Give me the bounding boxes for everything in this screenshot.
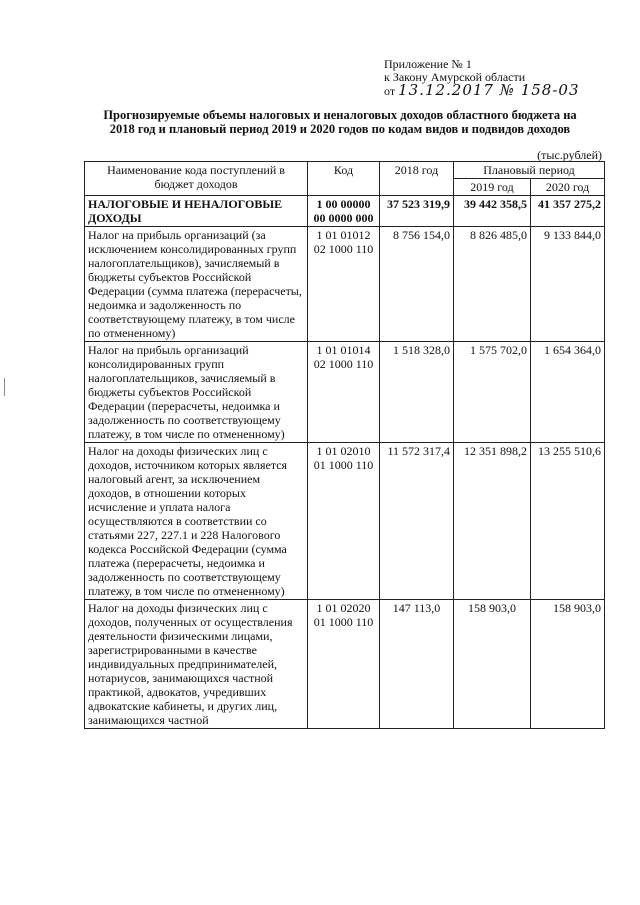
row-2020: 9 133 844,0 (531, 227, 605, 342)
header-2020: 2020 год (531, 179, 605, 196)
appendix-date-line (384, 81, 580, 99)
units-label: (тыс.рублей) (537, 148, 602, 162)
row-2018: 147 113,0 (380, 600, 454, 729)
row-code: 1 01 01014 02 1000 110 (308, 342, 380, 443)
row-2018: 37 523 319,9 (380, 196, 454, 227)
row-name: Налог на прибыль организаций консолидированных групп налогоплательщиков, зачисляемый в бюджеты субъектов Российской Федерации (перерасчеты, недоимка и задолженность по соответствующему платежу, в том числе по отмененному) (85, 342, 308, 443)
row-name: Налог на прибыль организаций (за исключением консолидированных групп налогоплательщиков), зачисляемый в бюджеты субъектов Российской Федерации (сумма платежа (перерасчеты, недоимка и задолженность по соответствующему платежу, в том числе по отмененному) (85, 227, 308, 342)
row-2020: 41 357 275,2 (531, 196, 605, 227)
row-2018: 1 518 328,0 (380, 342, 454, 443)
row-2020: 13 255 510,6 (531, 443, 605, 600)
row-2019: 1 575 702,0 (454, 342, 531, 443)
row-2019: 12 351 898,2 (454, 443, 531, 600)
header-name: Наименование кода поступлений в бюджет доходов (85, 162, 308, 196)
row-2019: 158 903,0 (454, 600, 531, 729)
appendix-block (384, 58, 580, 98)
row-2020: 158 903,0 (531, 600, 605, 729)
title-line-1: Прогнозируемые объемы налоговых и неналоговых доходов областного бюджета на (103, 108, 577, 122)
header-planned-period: Плановый период (454, 162, 605, 179)
title-line-2: 2018 год и плановый период 2019 и 2020 годов по кодам видов и подвидов доходов (109, 122, 571, 136)
row-2018: 8 756 154,0 (380, 227, 454, 342)
appendix-date-prefix: от (384, 84, 396, 98)
table-row (85, 600, 605, 729)
table-row (85, 196, 605, 227)
handwritten-date-number: 13.12.2017 № 158-03 (398, 81, 580, 99)
row-2019: 8 826 485,0 (454, 227, 531, 342)
table-header-row (85, 162, 605, 179)
table-row (85, 443, 605, 600)
revenue-table (84, 161, 605, 729)
row-code: 1 00 00000 00 0000 000 (308, 196, 380, 227)
appendix-number: Приложение № 1 (384, 57, 472, 71)
row-name: НАЛОГОВЫЕ И НЕНАЛОГОВЫЕ ДОХОДЫ (85, 196, 308, 227)
row-code: 1 01 01012 02 1000 110 (308, 227, 380, 342)
header-2019: 2019 год (454, 179, 531, 196)
appendix-law: к Закону Амурской области (384, 70, 526, 84)
row-name: Налог на доходы физических лиц с доходов, источником которых является налоговый агент, за исключением доходов, в отношении которых исчисление и уплата налога осуществляются в соответствии со статьями 227, 227.1 и 228 Налогового кодекса Российской Федерации (сумма платежа (перерасчеты, недоимка и задолженность по соответствующему платежу, в том числе по отмененному) (85, 443, 308, 600)
table-row (85, 342, 605, 443)
header-code: Код (308, 162, 380, 196)
row-2020: 1 654 364,0 (531, 342, 605, 443)
row-2019: 39 442 358,5 (454, 196, 531, 227)
document-title (60, 108, 620, 136)
table-row (85, 227, 605, 342)
row-name: Налог на доходы физических лиц с доходов, полученных от осуществления деятельности физическими лицами, зарегистрированными в качестве индивидуальных предпринимателей, нотариусов, занимающихся частной практикой, адвокатов, учредивших адвокатские кабинеты, и других лиц, занимающихся частной (85, 600, 308, 729)
margin-mark (4, 378, 5, 396)
header-2018: 2018 год (380, 162, 454, 196)
row-code: 1 01 02020 01 1000 110 (308, 600, 380, 729)
row-code: 1 01 02010 01 1000 110 (308, 443, 380, 600)
row-2018: 11 572 317,4 (380, 443, 454, 600)
